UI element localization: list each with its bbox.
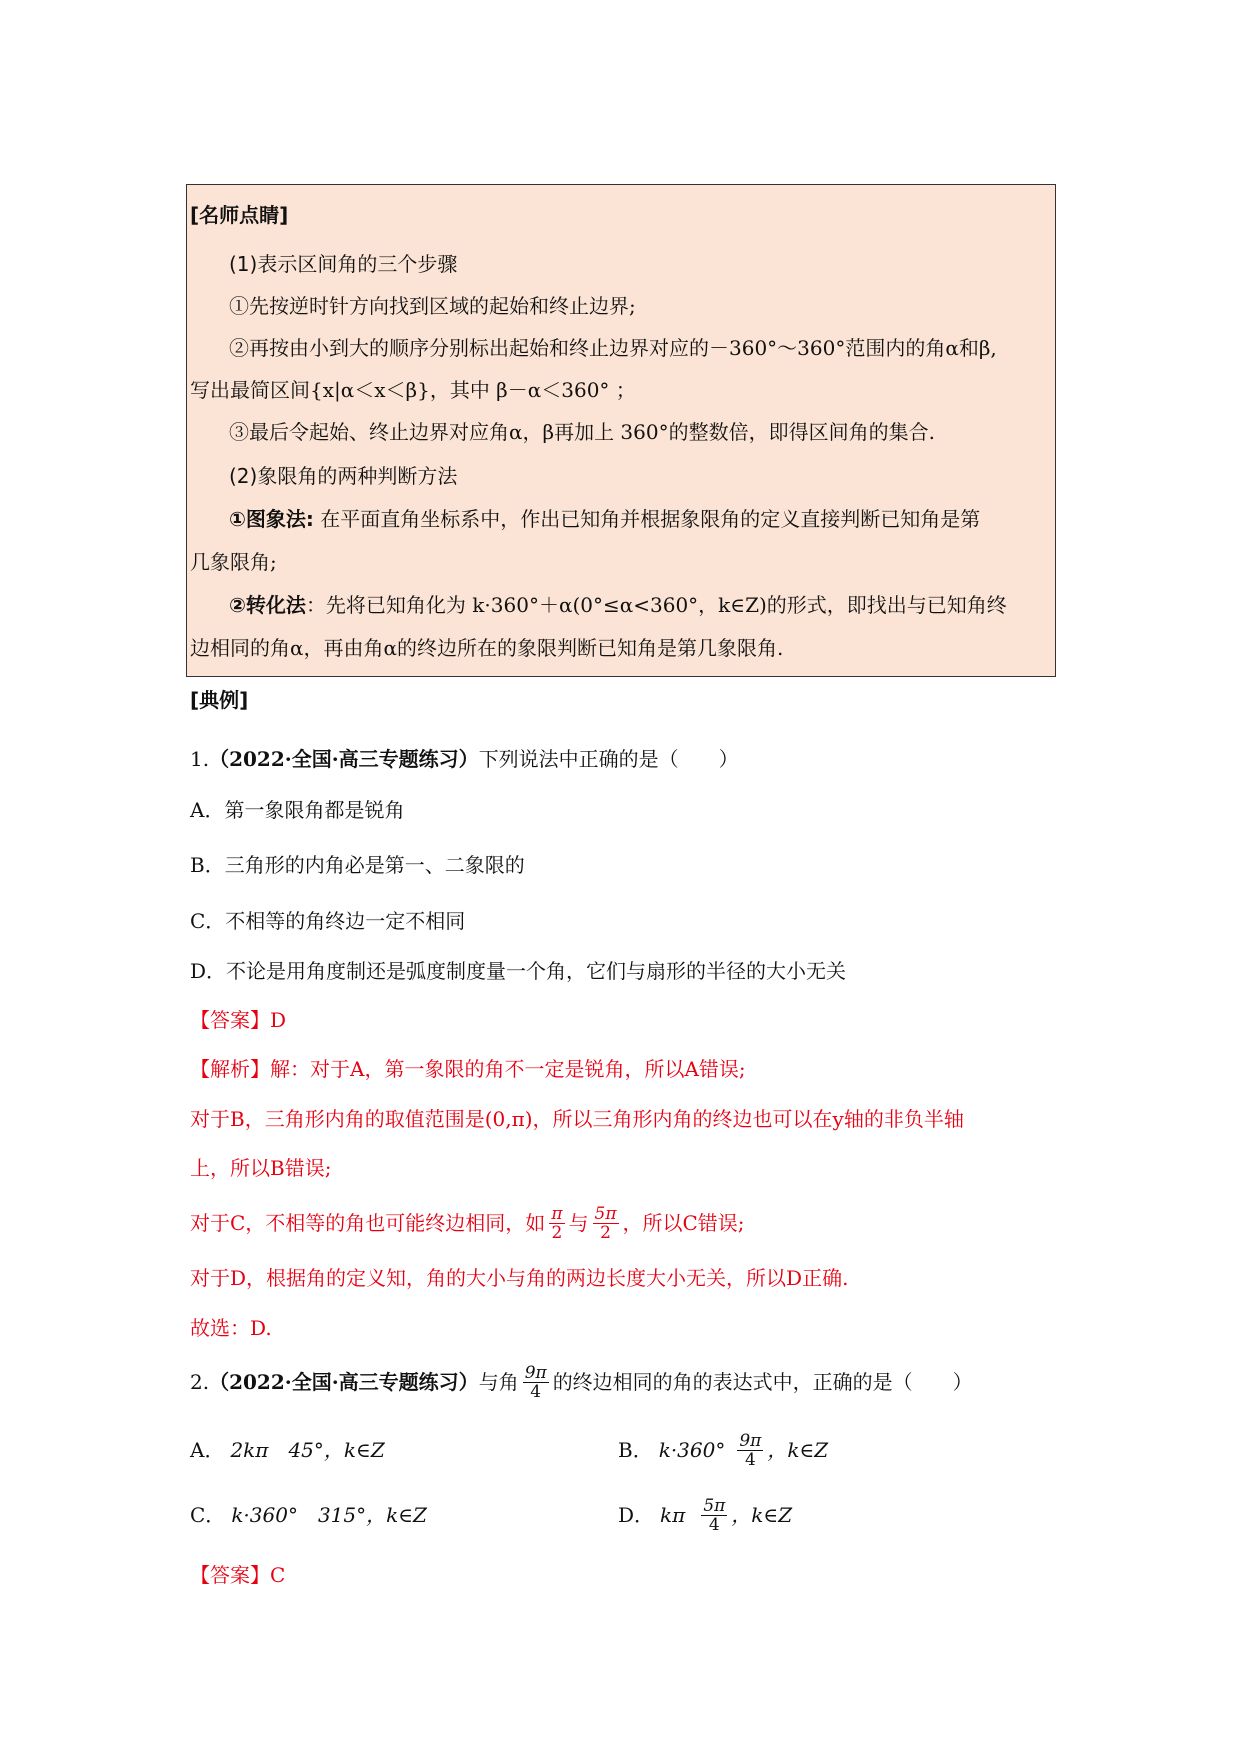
tips-method-2-cont: 边相同的角α，再由角α的终边所在的象限判断已知角是第几象限角. [190,636,784,660]
q1-analysis-label: 【解析】 [190,1057,270,1081]
q1-text: 下列说法中正确的是（ ） [478,747,739,771]
q2-option-a-label: A． [190,1438,225,1462]
q1-analysis-2: 对于B，三角形内角的取值范围是(0,π)，所以三角形内角的终边也可以在y轴的非负半轴 [190,1107,964,1131]
tips-method-1 [229,505,980,533]
tips-title: [名师点睛] [190,203,289,227]
q2-option-a-text: 2kπ 45°，k∈Z [230,1438,385,1462]
q2-option-d [618,1490,792,1540]
fraction-9pi-over-4-option-b: $\frac{9\pi}{4}$ [739,1430,762,1470]
q2-answer-value: C [270,1563,286,1587]
q1-analysis-4c: ，所以C错误; [622,1211,745,1235]
fraction-5pi-over-4: $\frac{5\pi}{4}$ [703,1495,726,1535]
q1-number: 1. [190,747,210,771]
fraction-5pi-over-2: $\frac{5\pi}{2}$ [594,1203,617,1243]
q2-option-a [190,1425,385,1475]
q1-stem [190,745,739,773]
q1-answer-label: 【答案】 [190,1008,270,1032]
q2-option-b [618,1425,828,1475]
q1-option-b: B．三角形的内角必是第一、二象限的 [190,853,525,877]
method-2-text: ：先将已知角化为 k·360°＋α(0°≤α<360°，k∈Z)的形式，即找出与已知角终 [305,593,1007,617]
q2-option-b-text-a: k·360° [658,1438,726,1462]
q1-analysis-4b: 与 [568,1211,589,1235]
q1-answer-value: D [270,1008,287,1032]
tips-step-3: ③最后令起始、终止边界对应角α，β再加上 360°的整数倍，即得区间角的集合. [229,420,935,444]
fraction-pi-over-2: $\frac{\pi}{2}$ [551,1203,563,1243]
q2-option-c [190,1490,427,1540]
q2-option-c-label: C． [190,1503,226,1527]
q1-analysis-3: 上，所以B错误; [190,1156,332,1180]
tips-step-2-cont: 写出最简区间{x|α＜x＜β}，其中 β－α＜360° ； [190,378,636,402]
q2-answer [190,1561,285,1589]
q1-option-a: A．第一象限角都是锐角 [190,798,405,822]
q1-analysis-4 [190,1198,745,1248]
q2-option-d-text-a: kπ [660,1503,686,1527]
q2-option-d-text-b: ，k∈Z [731,1503,793,1527]
tips-step-2: ②再按由小到大的顺序分别标出起始和终止边界对应的－360°～360°范围内的角α和β, [229,336,997,360]
q1-analysis-4a: 对于C，不相等的角也可能终边相同，如 [190,1211,546,1235]
q1-source: （2022·全国·高三专题练习） [209,747,479,771]
method-1-text: 在平面直角坐标系中，作出已知角并根据象限角的定义直接判断已知角是第 [313,507,981,531]
examples-title: [典例] [190,688,249,712]
tips-heading-2: (2)象限角的两种判断方法 [229,464,458,488]
q2-option-c-text: k·360° 315°，k∈Z [231,1503,427,1527]
tips-method-2 [229,591,1007,619]
q2-source: （2022·全国·高三专题练习） [209,1370,479,1394]
tips-step-1: ①先按逆时针方向找到区域的起始和终止边界; [229,294,636,318]
tips-heading-1: (1)表示区间角的三个步骤 [229,252,458,276]
q2-stem [190,1356,973,1408]
method-1-label: ①图象法: [229,507,314,531]
q2-answer-label: 【答案】 [190,1563,270,1587]
fraction-9pi-over-4: $\frac{9\pi}{4}$ [524,1362,547,1402]
q1-analysis-6: 故选：D. [190,1316,272,1340]
method-2-label: ②转化法 [229,593,306,617]
q2-option-d-label: D． [618,1503,655,1527]
q2-number: 2. [190,1370,210,1394]
q1-option-d: D．不论是用角度制还是弧度制度量一个角，它们与扇形的半径的大小无关 [190,959,847,983]
q1-analysis-5: 对于D，根据角的定义知，角的大小与角的两边长度大小无关，所以D正确. [190,1266,849,1290]
q2-option-b-text-b: ，k∈Z [767,1438,829,1462]
q2-text-a: 与角 [478,1370,519,1394]
q2-option-b-label: B． [618,1438,653,1462]
q1-answer [190,1006,286,1034]
tips-method-1-cont: 几象限角; [190,550,277,574]
q2-text-b: 的终边相同的角的表达式中，正确的是（ ） [552,1370,973,1394]
q1-option-c: C．不相等的角终边一定不相同 [190,909,466,933]
q1-analysis-1 [190,1055,746,1083]
q1-analysis-text-1: 解：对于A，第一象限的角不一定是锐角，所以A错误; [270,1057,746,1081]
